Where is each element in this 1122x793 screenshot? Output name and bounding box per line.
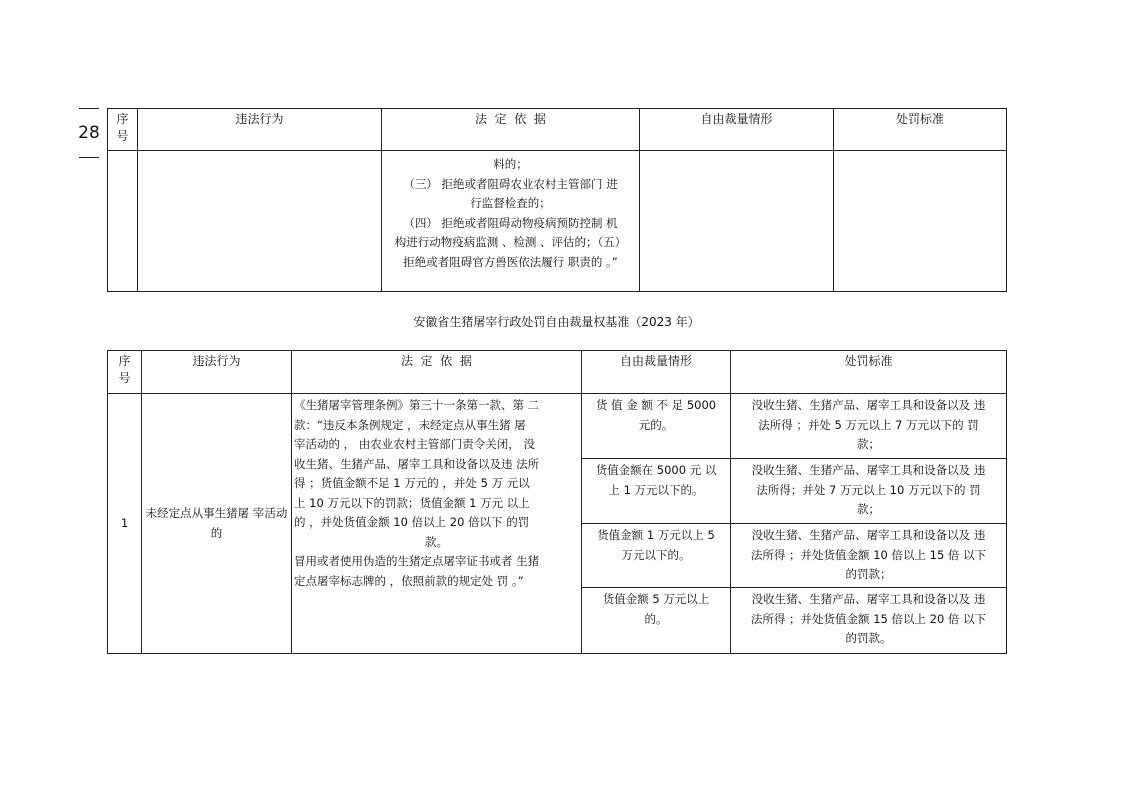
header-behavior: 违法行为 [138, 109, 382, 151]
penalty-standard-table [107, 350, 1007, 654]
cell-situation-1: 货 值 金 额 不 足 5000 元的。 [582, 394, 731, 459]
table-row [108, 394, 1007, 459]
cell-behavior [138, 151, 382, 292]
table-row [108, 151, 1007, 292]
cell-situation-2: 货值金额在 5000 元 以 上 1 万元以下的。 [582, 459, 731, 524]
cell-standard [834, 151, 1007, 292]
continuation-table [107, 108, 1007, 292]
header-basis: 法 定 依 据 [292, 351, 582, 394]
cell-standard-4: 没收生猪、生猪产品、屠宰工具和设备以及 违 法所得 ；并处货值金额 15 倍以上 20 倍 以下 的罚款。 [731, 588, 1007, 654]
document-title: 安徽省生猪屠宰行政处罚自由裁量权基准（2023 年） [413, 315, 700, 329]
page-number-rule-top [79, 108, 99, 109]
table-header-row [108, 109, 1007, 151]
table-header-row [108, 351, 1007, 394]
header-behavior: 违法行为 [142, 351, 292, 394]
cell-situation-3: 货值金额 1 万元以上 5 万元以下的。 [582, 524, 731, 588]
header-standard: 处罚标准 [731, 351, 1007, 394]
page-number: 28 [78, 123, 100, 143]
page-number-marker [78, 108, 100, 158]
header-basis: 法 定 依 据 [382, 109, 640, 151]
header-situation: 自由裁量情形 [582, 351, 731, 394]
cell-behavior: 未经定点从事生猪屠 宰活动的 [142, 394, 292, 654]
header-standard: 处罚标准 [834, 109, 1007, 151]
cell-basis: 料的； （三） 拒绝或者阻碍农业农村主管部门 进 行监督检查的； （四） 拒绝或者阻碍动物疫病预防控制 机 构进行动物疫病监测 、检测 、评估的；（五） 拒绝或者阻碍官方兽医依法履行 职责的 。” [382, 151, 640, 292]
page-number-rule-bottom [79, 157, 99, 158]
cell-seq: 1 [108, 394, 142, 654]
header-seq: 序 号 [108, 109, 138, 151]
cell-standard-3: 没收生猪、生猪产品、屠宰工具和设备以及 违 法所得 ；并处货值金额 10 倍以上 15 倍 以下 的罚款； [731, 524, 1007, 588]
cell-basis: 《生猪屠宰管理条例》第三十一条第一款、第 二 款：“违反本条例规定 ，未经定点从事生猪 屠 宰活动的 ， 由农业农村主管部门责令关闭， 没 收生猪、生猪产品、屠宰工具和设备以及违 法所 得 ；货值金额不足 1 万元的 ，并处 5 万 元以 上 10 万元以下的罚款；货值金额 1 万元 以上 的 ，并处货值金额 10 倍以上 20 倍以下 的罚 款。 冒用或者使用伪造的生猪定点屠宰证书或者 生猪 定点屠宰标志牌的 ，依照前款的规定处 罚 。” [292, 394, 582, 654]
cell-situation [640, 151, 834, 292]
cell-standard-2: 没收生猪、生猪产品、屠宰工具和设备以及 违 法所得；并处 7 万元以上 10 万元以下的 罚 款； [731, 459, 1007, 524]
cell-situation-4: 货值金额 5 万元以上 的。 [582, 588, 731, 654]
header-situation: 自由裁量情形 [640, 109, 834, 151]
cell-standard-1: 没收生猪、生猪产品、屠宰工具和设备以及 违 法所得 ；并处 5 万元以上 7 万元以下的 罚 款； [731, 394, 1007, 459]
header-seq: 序 号 [108, 351, 142, 394]
cell-seq [108, 151, 138, 292]
